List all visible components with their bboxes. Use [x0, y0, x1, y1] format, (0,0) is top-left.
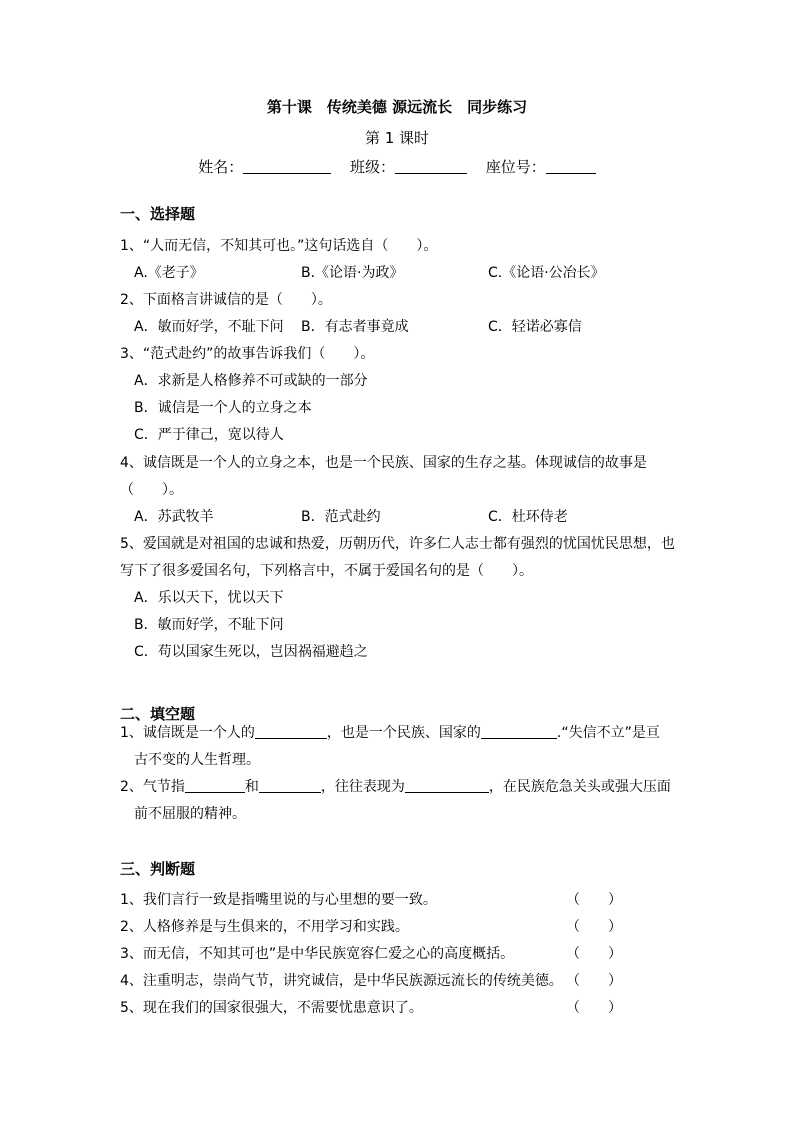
- judge-answer-4[interactable]: （ ）: [566, 973, 622, 989]
- fill-question-1-line1: [120, 722, 660, 742]
- fill-q1-blank-1[interactable]: [255, 724, 327, 739]
- question-1: 1、“人而无信，不知其可也。”这句话选自（ ）。: [120, 238, 438, 254]
- q5-option-b: B．敏而好学，不耻下问: [134, 617, 284, 633]
- q4-option-c: C．杜环侍老: [488, 509, 568, 525]
- q2-option-c: C．轻诺必寡信: [488, 319, 582, 335]
- q5-option-c: C．苟以国家生死以，岂因祸福避趋之: [134, 644, 368, 660]
- page-title: 第十课 传统美德 源远流长 同步练习: [266, 98, 528, 116]
- name-blank[interactable]: [243, 159, 331, 174]
- judge-item-3: 3、而无信，不知其可也”是中华民族宽容仁爱之心的高度概括。: [120, 946, 515, 962]
- fill-q2-blank-2[interactable]: [259, 778, 321, 793]
- fill-q2-text-c: ，往往表现为: [320, 779, 405, 795]
- section-heading-judge: 三、判断题: [120, 860, 196, 878]
- q1-option-a: A.《老子》: [134, 265, 204, 281]
- fill-q1-text-a: 1、诚信既是一个人的: [120, 725, 255, 741]
- judge-answer-5[interactable]: （ ）: [566, 1000, 622, 1016]
- question-4-line2: （ ）。: [120, 482, 183, 498]
- question-5-line1: 5、爱国就是对祖国的忠诚和热爱，历朝历代，许多仁人志士都有强烈的忧国忧民思想，也: [120, 536, 675, 552]
- section-heading-choice: 一、选择题: [120, 205, 196, 223]
- fill-q2-blank-1[interactable]: [185, 778, 245, 793]
- question-5-line2: 写下了很多爱国名句，下列格言中，不属于爱国名句的是（ ）。: [120, 563, 533, 579]
- question-2: 2、下面格言讲诚信的是（ ）。: [120, 292, 332, 308]
- judge-answer-3[interactable]: （ ）: [566, 946, 622, 962]
- fill-q1-blank-2[interactable]: [481, 724, 557, 739]
- q1-option-b: B.《论语·为政》: [301, 265, 404, 281]
- page-subtitle: 第 1 课时: [364, 129, 430, 147]
- q1-option-c: C.《论语·公冶长》: [488, 265, 605, 281]
- question-4-line1: 4、诚信既是一个人的立身之本，也是一个民族、国家的生存之基。体现诚信的故事是: [120, 455, 647, 471]
- judge-item-4: 4、注重明志，崇尚气节，讲究诚信，是中华民族源远流长的传统美德。: [120, 973, 563, 989]
- question-3: 3、“范式赴约”的故事告诉我们（ ）。: [120, 346, 375, 362]
- fill-q2-text-a: 2、气节指: [120, 779, 185, 795]
- fill-q1-text-c: .“失信不立”是亘: [556, 725, 660, 741]
- q4-option-a: A．苏武牧羊: [134, 509, 214, 525]
- seat-blank[interactable]: [546, 159, 596, 174]
- q3-option-a: A．求新是人格修养不可或缺的一部分: [134, 373, 368, 389]
- q2-option-a: A．敏而好学，不耻下问: [134, 319, 284, 335]
- fill-q2-blank-3[interactable]: [405, 778, 489, 793]
- fill-q1-text-b: ，也是一个民族、国家的: [326, 725, 481, 741]
- seat-label: 座位号：: [485, 158, 546, 176]
- judge-item-2: 2、人格修养是与生俱来的，不用学习和实践。: [120, 919, 409, 935]
- section-heading-fill: 二、填空题: [120, 705, 196, 723]
- q2-option-b: B．有志者事竟成: [301, 319, 409, 335]
- class-blank[interactable]: [395, 159, 467, 174]
- fill-question-2-line2: 前不屈服的精神。: [134, 806, 246, 822]
- judge-answer-1[interactable]: （ ）: [566, 892, 622, 908]
- fill-q2-text-d: ，在民族危急关头或强大压面: [488, 779, 671, 795]
- q4-option-b: B．范式赴约: [301, 509, 381, 525]
- q3-option-c: C．严于律己，宽以待人: [134, 427, 284, 443]
- class-label: 班级：: [349, 158, 395, 176]
- student-info-line: [0, 156, 794, 177]
- name-label: 姓名：: [198, 158, 244, 176]
- fill-q2-text-b: 和: [244, 779, 259, 795]
- q3-option-b: B．诚信是一个人的立身之本: [134, 400, 312, 416]
- q5-option-a: A．乐以天下，忧以天下: [134, 590, 284, 606]
- judge-answer-2[interactable]: （ ）: [566, 919, 622, 935]
- judge-item-5: 5、现在我们的国家很强大，不需要忧患意识了。: [120, 1000, 423, 1016]
- fill-question-2-line1: [120, 776, 671, 796]
- judge-item-1: 1、我们言行一致是指嘴里说的与心里想的要一致。: [120, 892, 437, 908]
- fill-question-1-line2: 古不变的人生哲理。: [134, 752, 260, 768]
